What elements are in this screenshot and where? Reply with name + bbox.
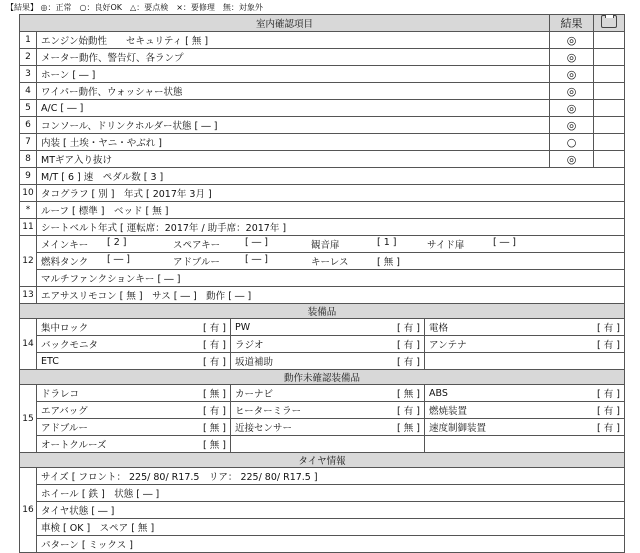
key-label: キーレス xyxy=(311,257,349,268)
row-result: ◎ xyxy=(550,117,594,134)
row-text: メーター動作、警告灯、各ランプ xyxy=(37,49,550,66)
key-value: [ ― ] xyxy=(245,237,268,248)
equipment-item xyxy=(231,385,425,401)
row-text: エアサスリモコン [ 無 ] サス [ ― ] 動作 [ ― ] xyxy=(37,287,625,304)
copy-icon[interactable] xyxy=(601,15,617,28)
equipment-row xyxy=(37,319,625,336)
tire-info-line: タイヤ状態 [ ― ] xyxy=(37,502,625,519)
table-row xyxy=(20,304,625,319)
equipment-value: [ 無 ] xyxy=(203,440,226,451)
equipment-item xyxy=(37,336,231,352)
row-blank xyxy=(594,134,625,151)
table-row xyxy=(20,353,625,370)
equipment-value: [ 有 ] xyxy=(597,389,620,400)
row-number: 1 xyxy=(20,32,37,49)
table-row xyxy=(20,219,625,236)
equipment-label: 近接センサー xyxy=(235,423,293,434)
equipment-item xyxy=(425,436,624,452)
equipment-value: [ 有 ] xyxy=(597,406,620,417)
row-number: 11 xyxy=(20,219,37,236)
row-text: シートベルト年式 [ 運転席：2017年 / 助手席：2017年 ] xyxy=(37,219,625,236)
row-text: A/C [ ― ] xyxy=(37,100,550,117)
tire-info-line: パターン [ ミックス ] xyxy=(37,536,625,553)
equipment-item xyxy=(231,436,425,452)
key-value: [ ― ] xyxy=(245,254,268,265)
key-label: サイド扉 xyxy=(427,240,465,251)
row-blank xyxy=(594,32,625,49)
key-value: [ ― ] xyxy=(493,237,516,248)
table-row xyxy=(20,49,625,66)
row-result: ○ xyxy=(550,134,594,151)
row-number: 15 xyxy=(20,385,37,453)
equipment-item xyxy=(231,402,425,418)
row-text: エンジン始動性 セキュリティ [ 無 ] xyxy=(37,32,550,49)
table-row xyxy=(20,168,625,185)
table-row xyxy=(20,151,625,168)
table-row xyxy=(20,468,625,485)
row-number: 13 xyxy=(20,287,37,304)
row-blank xyxy=(594,49,625,66)
result-legend: 【結果】 ◎：正常 ○：良好OK △：要点検 ×：要修理 無：対象外 xyxy=(6,3,263,12)
table-row xyxy=(20,319,625,336)
row-text: MTギア入り抜け xyxy=(37,151,550,168)
equipment-item xyxy=(37,419,231,435)
row-text: ルーフ [ 標準 ] ベッド [ 無 ] xyxy=(37,202,625,219)
equipment-label: カーナビ xyxy=(235,389,274,400)
table-row xyxy=(20,519,625,536)
table-row xyxy=(20,385,625,402)
table-row xyxy=(20,453,625,468)
row-result: ◎ xyxy=(550,151,594,168)
row-number: 2 xyxy=(20,49,37,66)
equipment-value: [ 有 ] xyxy=(597,423,620,434)
tire-info-line: ホイール [ 鉄 ] 状態 [ ― ] xyxy=(37,485,625,502)
equipment-item xyxy=(37,385,231,401)
row-number: 9 xyxy=(20,168,37,185)
row-number: * xyxy=(20,202,37,219)
row-blank xyxy=(594,83,625,100)
row-text: ホーン [ ― ] xyxy=(37,66,550,83)
equipment-label: アンテナ xyxy=(429,340,467,351)
equipment-value: [ 無 ] xyxy=(397,389,420,400)
equipment-value: [ 有 ] xyxy=(397,406,420,417)
equipment-value: [ 有 ] xyxy=(397,357,420,368)
equipment-row xyxy=(37,353,625,370)
equipment-label: ラジオ xyxy=(235,340,264,351)
row-number: 14 xyxy=(20,319,37,370)
equipment-item xyxy=(425,353,624,369)
row-blank xyxy=(594,100,625,117)
section-title-equipment: 装備品 xyxy=(20,304,625,319)
table-row xyxy=(20,32,625,49)
row-text: タコグラフ [ 別 ] 年式 [ 2017年 3月 ] xyxy=(37,185,625,202)
equipment-label: 電格 xyxy=(429,323,449,334)
row-text: M/T [ 6 ] 速 ペダル数 [ 3 ] xyxy=(37,168,625,185)
table-row xyxy=(20,83,625,100)
equipment-label: 坂道補助 xyxy=(235,357,274,368)
inspection-table xyxy=(19,14,625,553)
table-row xyxy=(20,253,625,270)
equipment-value: [ 無 ] xyxy=(203,423,226,434)
row-result: ◎ xyxy=(550,32,594,49)
tire-info-line: 車検 [ OK ] スペア [ 無 ] xyxy=(37,519,625,536)
section-title-tire: タイヤ情報 xyxy=(20,453,625,468)
row-number: 8 xyxy=(20,151,37,168)
table-row xyxy=(20,287,625,304)
result-header: 結果 xyxy=(550,15,594,32)
table-row xyxy=(20,185,625,202)
row-number: 5 xyxy=(20,100,37,117)
row-text: 内装 [ 土埃・ヤニ・やぶれ ] xyxy=(37,134,550,151)
key-value: [ 2 ] xyxy=(107,237,127,248)
equipment-row xyxy=(37,419,625,436)
equipment-value: [ 有 ] xyxy=(203,323,226,334)
equipment-label: ヒーターミラー xyxy=(235,406,302,417)
equipment-item xyxy=(231,419,425,435)
equipment-row xyxy=(37,436,625,453)
equipment-label: 速度制御装置 xyxy=(429,423,487,434)
equipment-value: [ 有 ] xyxy=(203,357,226,368)
equipment-label: ドラレコ xyxy=(41,389,80,400)
equipment-row xyxy=(37,385,625,402)
equipment-item xyxy=(231,319,425,335)
row-number: 12 xyxy=(20,236,37,287)
keys-line-3: マルチファンクションキー [ ― ] xyxy=(37,270,625,287)
equipment-value: [ 有 ] xyxy=(397,340,420,351)
key-value: [ 無 ] xyxy=(377,257,400,268)
equipment-label: PW xyxy=(235,321,251,333)
equipment-item xyxy=(231,336,425,352)
table-row xyxy=(20,134,625,151)
row-text: ワイパー動作、ウォッシャー状態 xyxy=(37,83,550,100)
equipment-item xyxy=(231,353,425,369)
equipment-item xyxy=(425,385,624,401)
key-label: メインキー xyxy=(41,240,89,251)
equipment-value: [ 有 ] xyxy=(203,406,226,417)
equipment-item xyxy=(425,402,624,418)
equipment-label: バックモニタ xyxy=(41,340,99,351)
row-text: コンソール、ドリンクホルダー状態 [ ― ] xyxy=(37,117,550,134)
row-number: 16 xyxy=(20,468,37,553)
table-row xyxy=(20,436,625,453)
row-result: ◎ xyxy=(550,83,594,100)
table-row xyxy=(20,402,625,419)
table-row xyxy=(20,15,625,32)
table-row xyxy=(20,270,625,287)
equipment-item xyxy=(425,336,624,352)
equipment-item xyxy=(37,436,231,452)
equipment-value: [ 有 ] xyxy=(597,323,620,334)
row-number: 10 xyxy=(20,185,37,202)
keys-line-2 xyxy=(37,253,625,270)
table-row xyxy=(20,536,625,553)
table-row xyxy=(20,117,625,134)
key-value: [ ― ] xyxy=(107,254,130,265)
row-result: ◎ xyxy=(550,66,594,83)
key-label: 観音扉 xyxy=(311,240,340,251)
equipment-item xyxy=(37,353,231,369)
row-blank xyxy=(594,117,625,134)
key-label: 燃料タンク xyxy=(41,257,89,268)
table-row xyxy=(20,100,625,117)
row-blank xyxy=(594,151,625,168)
table-row xyxy=(20,370,625,385)
table-row xyxy=(20,485,625,502)
equipment-item xyxy=(37,319,231,335)
table-row xyxy=(20,502,625,519)
row-result: ◎ xyxy=(550,49,594,66)
equipment-label: ABS xyxy=(429,387,448,399)
equipment-value: [ 有 ] xyxy=(597,340,620,351)
equipment-label: ETC xyxy=(41,355,59,367)
copy-icon-cell xyxy=(594,15,625,32)
equipment-row xyxy=(37,336,625,353)
tire-info-line: サイズ [ フロント： 225/ 80/ R17.5 リア： 225/ 80/ R17.5 ] xyxy=(37,468,625,485)
row-number: 7 xyxy=(20,134,37,151)
table-row xyxy=(20,66,625,83)
row-number: 3 xyxy=(20,66,37,83)
table-row xyxy=(20,419,625,436)
equipment-item xyxy=(425,319,624,335)
equipment-label: オートクルーズ xyxy=(41,440,107,451)
equipment-item xyxy=(425,419,624,435)
section-title-interior: 室内確認項目 xyxy=(20,15,550,32)
key-label: アドブルー xyxy=(173,257,220,268)
equipment-value: [ 有 ] xyxy=(203,340,226,351)
equipment-label: 燃焼装置 xyxy=(429,406,468,417)
table-row xyxy=(20,202,625,219)
key-label: スペアキー xyxy=(173,240,221,251)
row-number: 4 xyxy=(20,83,37,100)
equipment-value: [ 無 ] xyxy=(397,423,420,434)
equipment-label: エアバッグ xyxy=(41,406,88,417)
section-title-unverified: 動作未確認装備品 xyxy=(20,370,625,385)
equipment-value: [ 無 ] xyxy=(203,389,226,400)
table-row xyxy=(20,336,625,353)
key-value: [ 1 ] xyxy=(377,237,397,248)
equipment-value: [ 有 ] xyxy=(397,323,420,334)
table-row xyxy=(20,236,625,253)
equipment-item xyxy=(37,402,231,418)
equipment-label: アドブルー xyxy=(41,423,88,434)
equipment-row xyxy=(37,402,625,419)
row-number: 6 xyxy=(20,117,37,134)
equipment-label: 集中ロック xyxy=(41,323,89,334)
row-blank xyxy=(594,66,625,83)
row-result: ◎ xyxy=(550,100,594,117)
keys-line-1 xyxy=(37,236,625,253)
